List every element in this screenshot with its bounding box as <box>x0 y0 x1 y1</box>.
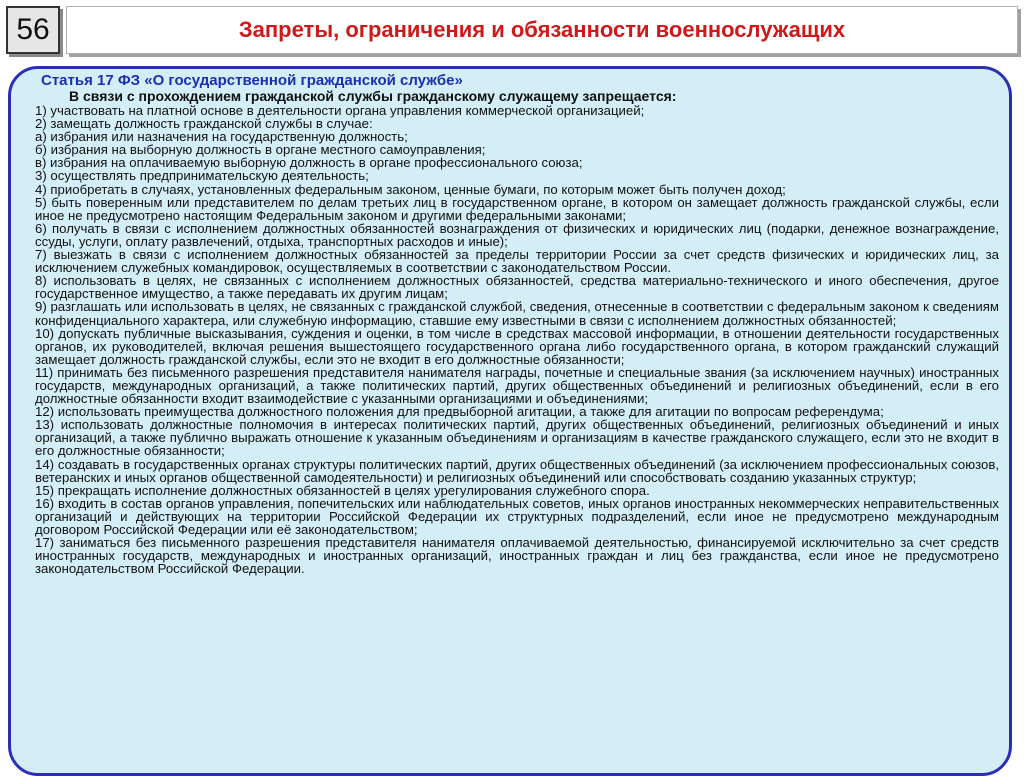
slide-number: 56 <box>6 6 60 54</box>
prohibition-item: 11) принимать без письменного разрешения представителя нанимателя награды, почетные и специальные звания (за исключением научных) иностранных государств, международных организаций, а также политических партий, других общественных объединений и религиозных объединений, если в его должностные обязанности входит взаимодействие с указанными организациями и объединениями; <box>35 364 999 407</box>
prohibition-item: 8) использовать в целях, не связанных с исполнением должностных обязанностей, средства материально-технического и иного обеспечения, другое государственное имущество, а также передавать их другим лицам; <box>35 273 999 302</box>
content-panel <box>8 66 1012 776</box>
prohibition-item: 14) создавать в государственных органах структуры политических партий, других общественных объединений (за исключением профессиональных союзов, ветеранских и иных органов общественной самодеятельности) и религиозных объединений или способствовать созданию указанных структур; <box>35 456 999 485</box>
prohibition-item: 16) входить в состав органов управления, попечительских или наблюдательных советов, иных органов иностранных некоммерческих неправительственных организаций и действующих на территории Российской Федерации их структурных подразделений, если иное не предусмотрено международным договором Российской Федерации или её законодательством; <box>35 495 999 537</box>
prohibition-item: 17) заниматься без письменного разрешения представителя нанимателя оплачиваемой деятельностью, финансируемой исключительно за счет средств иностранных государств, международных и иностранных организаций, иностранных граждан и лиц без гражданства, если иное не предусмотрено законодательством Российской Федерации. <box>35 535 999 577</box>
prohibition-item: 10) допускать публичные высказывания, суждения и оценки, в том числе в средствах массовой информации, в отношении деятельности государственных органов, их руководителей, включая решения вышестоящего государственного органа либо государственного органа, в котором гражданский служащий замещает должность гражданской службы, если это не входит в его должностные обязанности; <box>35 325 999 367</box>
prohibition-item: 2) замещать должность гражданской службы в случае: <box>35 116 373 132</box>
prohibition-list <box>35 104 999 575</box>
prohibition-item: 9) разглашать или использовать в целях, не связанных с гражданской службой, сведения, отнесенные в соответствии с федеральным законом к сведениям конфиденциального характера, или служебную информацию, ставшие ему известными в связи с исполнением должностных обязанностей; <box>35 299 999 328</box>
prohibition-item: 12) использовать преимущества должностного положения для предвыборной агитации, а также для агитации по вопросам референдума; <box>35 404 884 420</box>
prohibition-item: 13) использовать должностные полномочия в интересах политических партий, других общественных объединений, религиозных объединений и иных организаций, а также публично выражать отношение к указанным объединениям и организациям в качестве гражданского служащего, если это не входит в его должностные обязанности; <box>35 417 999 459</box>
prohibition-item: 4) приобретать в случаях, установленных федеральным законом, ценные бумаги, по которым может быть получен доход; <box>35 181 786 197</box>
slide-title-box <box>66 6 1018 54</box>
slide-title: Запреты, ограничения и обязанности военнослужащих <box>238 17 846 42</box>
prohibition-item: 3) осуществлять предпринимательскую деятельность; <box>35 168 369 184</box>
prohibition-item: в) избрания на оплачиваемую выборную должность в органе профессионального союза; <box>35 155 583 171</box>
prohibition-item: 6) получать в связи с исполнением должностных обязанностей вознаграждения от физических и юридических лиц (подарки, денежное вознаграждение, ссуды, услуги, оплату развлечений, отдыха, транспортных расходов и иные); <box>35 220 999 249</box>
prohibition-item: а) избрания или назначения на государственную должность; <box>35 129 408 145</box>
prohibition-item: 1) участвовать на платной основе в деятельности органа управления коммерческой организацией; <box>35 103 645 118</box>
article-heading: Статья 17 ФЗ «О государственной гражданской службе» <box>41 72 463 89</box>
prohibition-item: 5) быть поверенным или представителем по делам третьих лиц в государственном органе, в котором он замещает должность гражданской службы, если иное не предусмотрено настоящим Федеральным законом и другими федеральными законами; <box>35 194 999 223</box>
prohibition-item: 7) выезжать в связи с исполнением должностных обязанностей за пределы территории России за счет средств физических и юридических лиц, за исключением служебных командировок, осуществляемых в соответствии с законодательством России. <box>35 247 999 276</box>
prohibition-item: 15) прекращать исполнение должностных обязанностей в целях урегулирования служебного спора. <box>35 482 650 498</box>
prohibition-item: б) избрания на выборную должность в органе местного самоуправления; <box>35 142 486 158</box>
prohibition-intro: В связи с прохождением гражданской службы гражданскому служащему запрещается: <box>69 88 677 104</box>
